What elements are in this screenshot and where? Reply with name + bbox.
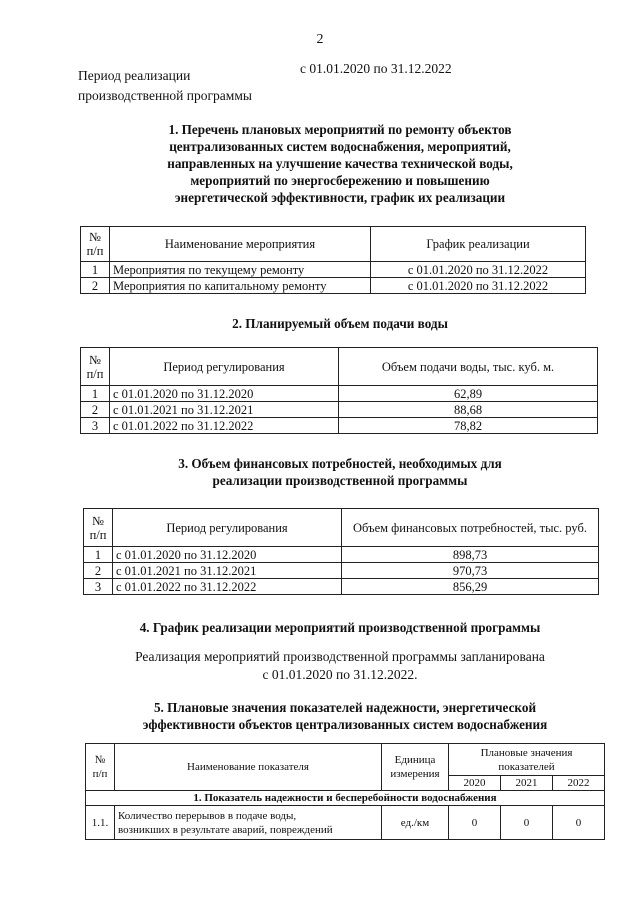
header-event-name: Наименование мероприятия [110,227,371,262]
table-row [81,418,598,434]
table-row [81,262,586,278]
header-period: Период регулирования [113,509,342,547]
table-header-row [84,509,599,547]
row-num: 3 [84,579,113,595]
row-value: 88,68 [339,402,598,418]
section3-title [80,455,600,489]
section5-title [80,699,610,733]
row-num: 2 [81,278,110,294]
section1-table [80,226,586,294]
section5-title-line: 5. Плановые значения показателей надежности, энергетической [153,700,537,715]
header-financial-needs: Объем финансовых потребностей, тыс. руб. [342,509,599,547]
header-year-2022: 2022 [552,776,604,791]
row-indicator-name [115,806,382,840]
section3-title-line: 3. Объем финансовых потребностей, необходимых для [178,456,502,471]
section1-title-line: централизованных систем водоснабжения, мероприятий, [169,139,511,154]
row-period: с 01.01.2020 по 31.12.2020 [110,386,339,402]
section1-title-line: 1. Перечень плановых мероприятий по ремонту объектов [168,122,512,137]
header-planned-values: Плановые значения показателей [449,744,605,776]
header-num: № п/п [84,509,113,547]
table-row [86,806,605,840]
table-row [84,547,599,563]
row-value: 856,29 [342,579,599,595]
row-value-2022: 0 [552,806,604,840]
row-period: с 01.01.2021 по 31.12.2021 [113,563,342,579]
row-period: с 01.01.2022 по 31.12.2022 [113,579,342,595]
header-schedule: График реализации [371,227,586,262]
row-period: с 01.01.2022 по 31.12.2022 [110,418,339,434]
section3-table [83,508,599,595]
row-num: 1 [81,262,110,278]
row-indicator-name-line1: Количество перерывов в подаче воды, [118,809,297,822]
header-num: № п/п [81,227,110,262]
row-value: 62,89 [339,386,598,402]
period-label [78,66,252,106]
row-event-name: Мероприятия по текущему ремонту [110,262,371,278]
table-group-row [86,791,605,806]
row-value-2021: 0 [500,806,552,840]
row-num: 2 [81,402,110,418]
section5-title-line: эффективности объектов централизованных систем водоснабжения [142,717,548,732]
row-num: 1 [84,547,113,563]
table-row [81,386,598,402]
row-num: 3 [81,418,110,434]
table-row [81,402,598,418]
header-unit: Единица измерения [382,744,449,791]
section2-title: 2. Планируемый объем подачи воды [232,316,448,331]
section3-title-line: реализации производственной программы [212,473,468,488]
header-period: Период регулирования [110,348,339,386]
table-row [81,278,586,294]
header-water-volume: Объем подачи воды, тыс. куб. м. [339,348,598,386]
row-period: с 01.01.2021 по 31.12.2021 [110,402,339,418]
header-num: № п/п [81,348,110,386]
row-event-name: Мероприятия по капитальному ремонту [110,278,371,294]
period-value: с 01.01.2020 по 31.12.2022 [300,61,452,76]
row-unit: ед./км [382,806,449,840]
header-num: № п/п [86,744,115,791]
section4-title: 4. График реализации мероприятий производственной программы [139,620,541,635]
section4-text-line1: Реализация мероприятий производственной программы запланирована [135,649,545,664]
table-row [84,579,599,595]
row-schedule: с 01.01.2020 по 31.12.2022 [371,262,586,278]
page-number: 2 [316,32,324,47]
row-value: 78,82 [339,418,598,434]
section1-title [80,121,600,206]
period-label-line1: Период реализации [78,68,191,83]
row-num: 1.1. [86,806,115,840]
header-year-2020: 2020 [449,776,501,791]
table-row [84,563,599,579]
row-schedule: с 01.01.2020 по 31.12.2022 [371,278,586,294]
row-indicator-name-line2: возникших в результате аварий, повреждений [118,823,333,836]
row-num: 2 [84,563,113,579]
header-indicator-name: Наименование показателя [115,744,382,791]
group-title: 1. Показатель надежности и бесперебойности водоснабжения [86,791,605,806]
header-year-2021: 2021 [500,776,552,791]
row-value-2020: 0 [449,806,501,840]
table-header-row [81,227,586,262]
row-num: 1 [81,386,110,402]
row-value: 898,73 [342,547,599,563]
period-label-line2: производственной программы [78,88,252,103]
row-value: 970,73 [342,563,599,579]
row-period: с 01.01.2020 по 31.12.2020 [113,547,342,563]
table-header-row [86,744,605,776]
section1-title-line: энергетической эффективности, график их реализации [174,190,506,205]
section4-text-line2: с 01.01.2020 по 31.12.2022. [262,667,418,682]
section4-text [80,648,600,684]
section1-title-line: направленных на улучшение качества технической воды, [167,156,513,171]
section5-table [85,743,605,840]
section2-table [80,347,598,434]
section1-title-line: мероприятий по энергосбережению и повышению [190,173,490,188]
table-header-row [81,348,598,386]
